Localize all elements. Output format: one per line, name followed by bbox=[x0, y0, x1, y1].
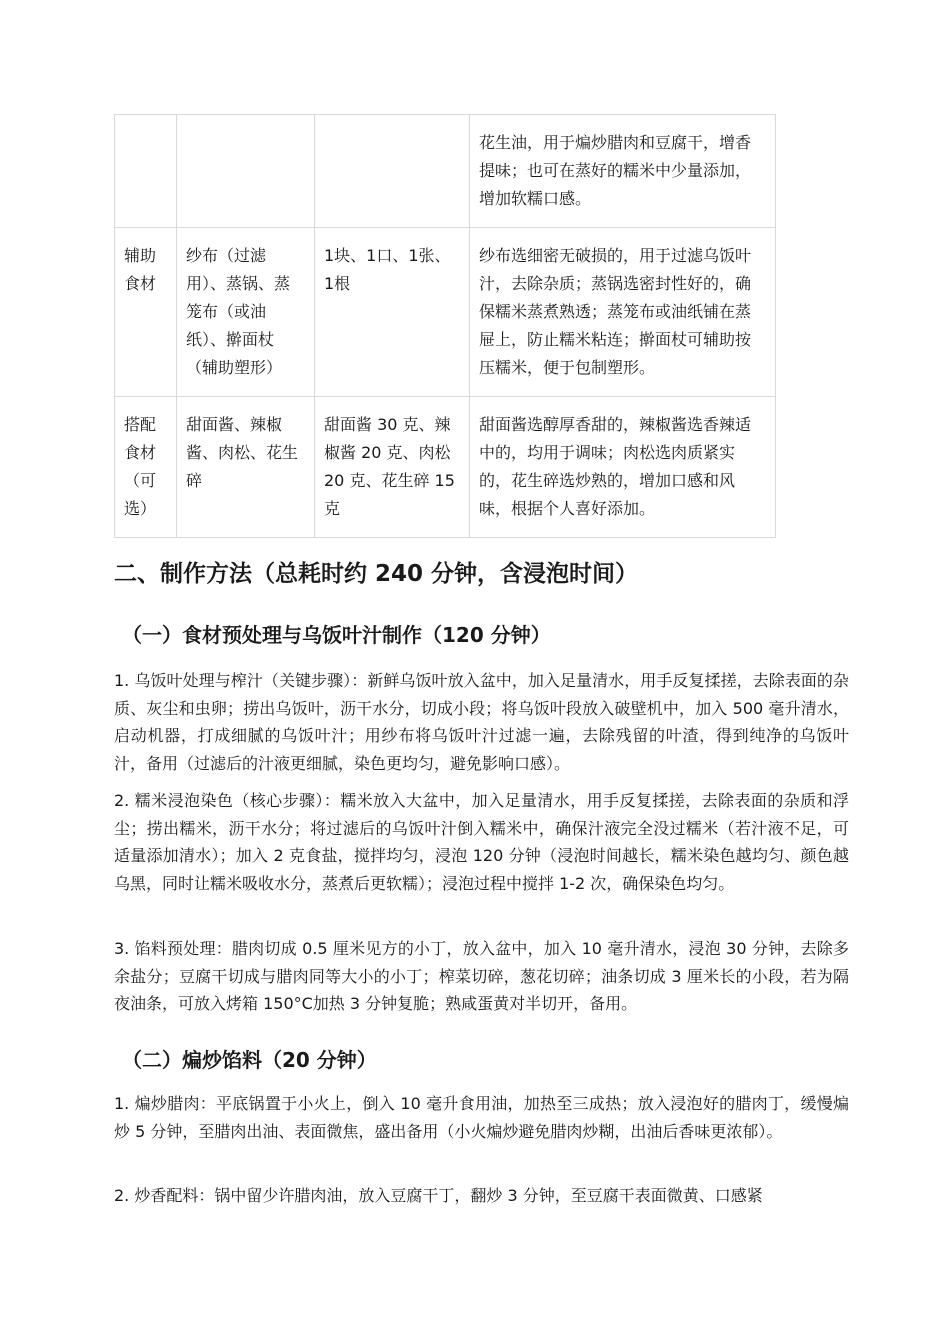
table-cell: 甜面酱选醇厚香甜的，辣椒酱选香辣适中的，均用于调味；肉松选肉质紧实的，花生碎选炒熟的，增加口感和风味，根据个人喜好添加。 bbox=[470, 397, 776, 538]
table-cell: 纱布选细密无破损的，用于过滤乌饭叶汁，去除杂质；蒸锅选密封性好的，确保糯米蒸煮熟透；蒸笼布或油纸铺在蒸屉上，防止糯米粘连；擀面杖可辅助按压糯米，便于包制塑形。 bbox=[470, 228, 776, 397]
table-cell: 甜面酱 30 克、辣椒酱 20 克、肉松 20 克、花生碎 15 克 bbox=[315, 397, 470, 538]
subsection-heading: （二）煸炒馅料（20 分钟） bbox=[122, 1048, 377, 1072]
table-cell: 辅助食材 bbox=[115, 228, 177, 397]
ingredients-table bbox=[114, 114, 776, 538]
table-cell: 甜面酱、辣椒酱、肉松、花生碎 bbox=[177, 397, 315, 538]
subsection-heading: （一）食材预处理与乌饭叶汁制作（120 分钟） bbox=[122, 623, 551, 647]
table-row bbox=[115, 115, 776, 228]
table-cell bbox=[115, 115, 177, 228]
section-heading: 二、制作方法（总耗时约 240 分钟，含浸泡时间） bbox=[114, 561, 639, 587]
table-cell bbox=[315, 115, 470, 228]
table-row bbox=[115, 397, 776, 538]
step-paragraph: 1. 煸炒腊肉：平底锅置于小火上，倒入 10 毫升食用油，加热至三成热；放入浸泡好的腊肉丁，缓慢煸炒 5 分钟，至腊肉出油、表面微焦，盛出备用（小火煸炒避免腊肉炒糊，出油后香味更浓郁）。 bbox=[114, 1094, 849, 1141]
table-row bbox=[115, 228, 776, 397]
table-cell: 1块、1口、1张、1根 bbox=[315, 228, 470, 397]
step-paragraph: 2. 糯米浸泡染色（核心步骤）：糯米放入大盆中，加入足量清水，用手反复揉搓，去除表面的杂质和浮尘；捞出糯米，沥干水分；将过滤后的乌饭叶汁倒入糯米中，确保汁液完全没过糯米（若汁液不足，可适量添加清水）；加入 2 克食盐，搅拌均匀，浸泡 120 分钟（浸泡时间越长，糯米染色越均匀、颜色越乌黑，同时让糯米吸收水分，蒸煮后更软糯）；浸泡过程中搅拌 1-2 次，确保染色均匀。 bbox=[114, 791, 849, 893]
table-cell: 花生油，用于煸炒腊肉和豆腐干，增香提味；也可在蒸好的糯米中少量添加，增加软糯口感。 bbox=[470, 115, 776, 228]
step-paragraph: 1. 乌饭叶处理与榨汁（关键步骤）：新鲜乌饭叶放入盆中，加入足量清水，用手反复揉搓，去除表面的杂质、灰尘和虫卵；捞出乌饭叶，沥干水分，切成小段；将乌饭叶段放入破壁机中，加入 500 毫升清水，启动机器，打成细腻的乌饭叶汁；用纱布将乌饭叶汁过滤一遍，去除残留的叶渣，得到纯净的乌饭叶汁，备用（过滤后的汁液更细腻，染色更均匀，避免影响口感）。 bbox=[114, 671, 849, 773]
step-paragraph: 2. 炒香配料：锅中留少许腊肉油，放入豆腐干丁，翻炒 3 分钟，至豆腐干表面微黄、口感紧 bbox=[114, 1186, 763, 1205]
step-paragraph: 3. 馅料预处理：腊肉切成 0.5 厘米见方的小丁，放入盆中，加入 10 毫升清水，浸泡 30 分钟，去除多余盐分；豆腐干切成与腊肉同等大小的小丁；榨菜切碎，葱花切碎；油条切成 3 厘米长的小段，若为隔夜油条，可放入烤箱 150°C加热 3 分钟复脆；熟咸蛋黄对半切开，备用。 bbox=[114, 939, 849, 1013]
table-cell: 搭配食材（可选） bbox=[115, 397, 177, 538]
table-cell: 纱布（过滤用）、蒸锅、蒸笼布（或油纸）、擀面杖（辅助塑形） bbox=[177, 228, 315, 397]
table-cell bbox=[177, 115, 315, 228]
